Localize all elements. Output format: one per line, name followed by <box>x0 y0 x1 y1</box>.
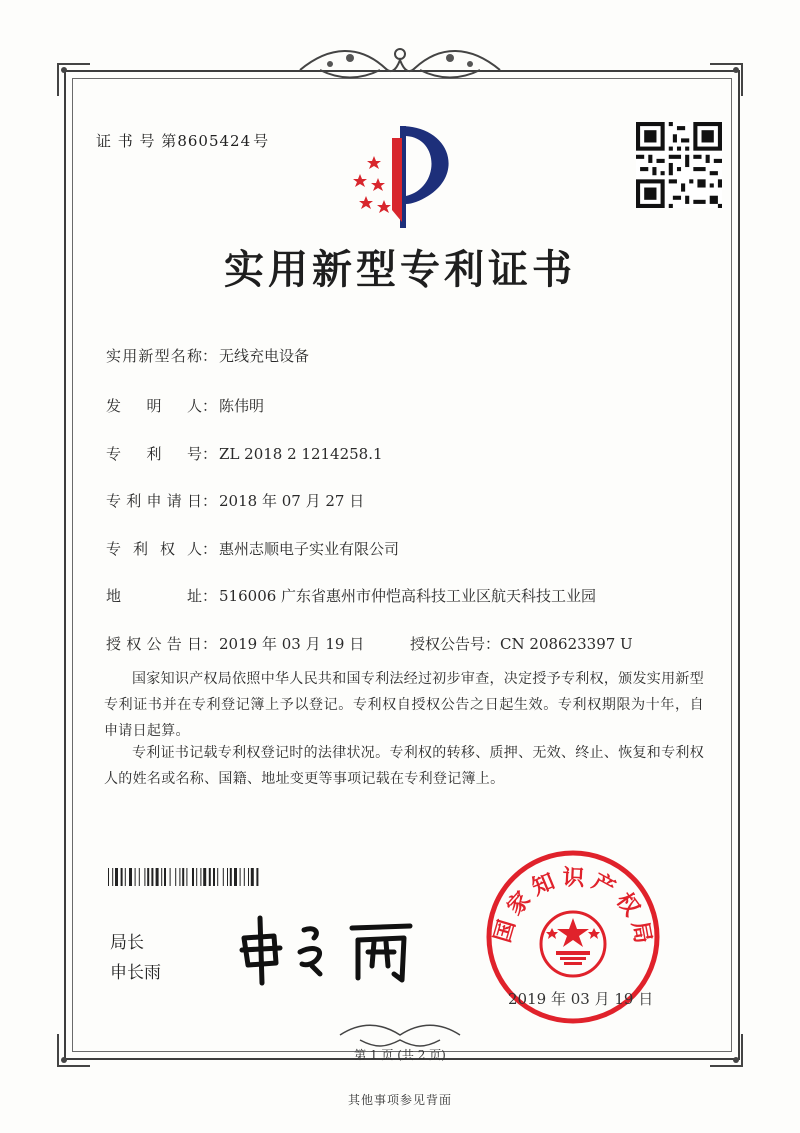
field-label: 实用新型名称 <box>106 347 202 365</box>
certificate-number-suffix: 号 <box>253 132 270 150</box>
paragraph-legal-status: 专利证书记载专利权登记时的法律状况。专利权的转移、质押、无效、终止、恢复和专利权人的姓名或名称、国籍、地址变更等事项记载在专利登记簿上。 <box>104 745 704 787</box>
field-grant-date: 授权公告日： 2019 年 03 月 19 日 <box>106 635 365 653</box>
field-patent-number: 专 利 号： ZL 2018 2 1214258.1 <box>106 445 383 463</box>
field-value: 2019 年 03 月 19 日 <box>219 635 365 653</box>
barcode-icon <box>108 868 326 886</box>
handwritten-signature-icon <box>234 908 424 988</box>
paragraph-grant-statement: 国家知识产权局依照中华人民共和国专利法经过初步审查，决定授予专利权，颁发实用新型专利证书并在专利登记簿上予以登记。专利权自授权公告之日起生效。专利权期限为十年，自申请日起算。 <box>104 671 704 739</box>
certificate-title: 实用新型专利证书 <box>224 246 576 293</box>
field-value: 516006 广东省惠州市仲恺高科技工业区航天科技工业园 <box>219 587 597 605</box>
field-label: 地 址 <box>106 587 202 605</box>
field-label: 授权公告号 <box>410 635 486 653</box>
patent-office-logo-icon <box>340 118 470 228</box>
field-value: 2018 年 07 月 27 日 <box>219 492 365 510</box>
qr-code-icon <box>636 122 722 208</box>
field-value: CN 208623397 U <box>500 635 633 653</box>
field-value: ZL 2018 2 1214258.1 <box>219 445 383 463</box>
field-grant-number: 授权公告号：CN 208623397 U <box>410 635 633 653</box>
field-patentee: 专 利 权 人： 惠州志顺电子实业有限公司 <box>106 540 400 558</box>
field-label: 授权公告日 <box>106 635 202 653</box>
field-label: 发 明 人 <box>106 397 202 415</box>
seal-text: 国家知识产权局 <box>490 865 657 952</box>
field-value: 无线充电设备 <box>219 347 310 365</box>
certificate-number-value: 8605424 <box>177 132 252 150</box>
field-application-date: 专利申请日： 2018 年 07 月 27 日 <box>106 492 365 510</box>
director-name: 申长雨 <box>110 963 161 983</box>
corner-ornament-top-right-icon <box>706 60 746 100</box>
field-inventor: 发 明 人： 陈伟明 <box>106 397 265 415</box>
top-ornament-icon <box>290 40 510 90</box>
seal-date: 2019 年 03 月 19 日 <box>508 990 654 1008</box>
field-value: 陈伟明 <box>219 397 265 415</box>
corner-ornament-top-left-icon <box>54 60 94 100</box>
certificate-number-label: 证 书 号 第 <box>96 132 178 150</box>
page-indicator: 第 1 页 (共 2 页) <box>354 1048 446 1062</box>
field-label: 专利申请日 <box>106 492 202 510</box>
director-title: 局长 <box>110 933 144 953</box>
field-label: 专 利 权 人 <box>106 540 202 558</box>
footer-note: 其他事项参见背面 <box>347 1093 452 1107</box>
field-address: 地 址： 516006 广东省惠州市仲恺高科技工业区航天科技工业园 <box>106 587 597 605</box>
field-label: 专 利 号 <box>106 445 202 463</box>
certificate-number <box>96 130 269 151</box>
field-value: 惠州志顺电子实业有限公司 <box>219 540 400 558</box>
field-utility-model-name: 实用新型名称： 无线充电设备 <box>106 347 310 365</box>
